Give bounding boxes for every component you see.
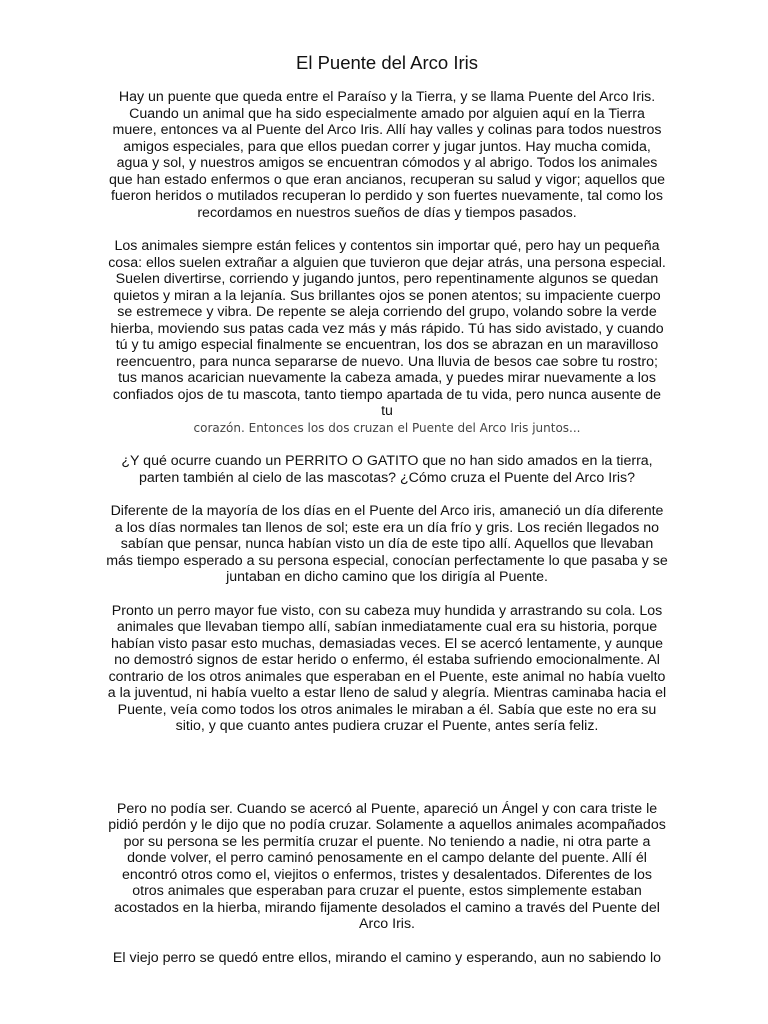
- paragraph-4: Diferente de la mayoría de los días en el Puente del Arco iris, amaneció un día diferente a los días normales tan llenos de sol; este era un día frío y gris. Los recién llegados no sabían que pensar, nunca habían visto un día de este tipo allí. Aquellos que llevaban más tiempo esperado a su persona especial, conocían perfectamente lo que pasaba y se juntaban en dicho camino que los dirigía al Puente.: [106, 503, 668, 585]
- paragraph-1: Hay un puente que queda entre el Paraíso y la Tierra, y se llama Puente del Arco Iris. Cuando un animal que ha sido especialmente amado por alguien aquí en la Tierra muere, entonces va al Puente del Arco Iris. Allí hay valles y colinas para todos nuestros amigos especiales, para que ellos puedan correr y jugar juntos. Hay mucha comida, agua y sol, y nuestros amigos se encuentran cómodos y al abrigo. Todos los animales que han estado enfermos o que eran ancianos, recuperan su salud y vigor; aquellos que fueron heridos o mutilados recuperan lo perdido y son fuertes nuevamente, tal como los recordamos en nuestros sueños de días y tiempos pasados.: [108, 89, 666, 221]
- document-title: El Puente del Arco Iris: [295, 52, 478, 73]
- paragraph-2-tail: corazón. Entonces los dos cruzan el Puente del Arco Iris juntos...: [193, 420, 581, 435]
- paragraph-2: [106, 238, 668, 436]
- paragraph-3: ¿Y qué ocurre cuando un PERRITO O GATITO que no han sido amados en la tierra, parten también al cielo de las mascotas? ¿Cómo cruza el Puente del Arco Iris?: [121, 453, 653, 486]
- paragraph-7: El viejo perro se quedó entre ellos, mirando el camino y esperando, aun no sabiendo lo: [112, 949, 662, 966]
- paragraph-6: Pero no podía ser. Cuando se acercó al Puente, apareció un Ángel y con cara triste le pidió perdón y le dijo que no podía cruzar. Solamente a aquellos animales acompañados por su persona se les permitía cruzar el puente. No teniendo a nadie, ni otra parte a donde volver, el perro caminó penosamente en el campo delante del puente. Allí él encontró otros como el, viejitos o enfermos, tristes y desalentados. Diferentes de los otros animales que esperaban para cruzar el puente, estos simplemente estaban acostados en la hierba, mirando fijamente desolados el camino a través del Puente del Arco Iris.: [108, 800, 666, 932]
- paragraph-5: Pronto un perro mayor fue visto, con su cabeza muy hundida y arrastrando su cola. Los animales que llevaban tiempo allí, sabían inmediatamente cual era su historia, porque habían visto pasar esto muchas, demasiadas veces. El se acercó lentamente, y aunque no demostró signos de estar herido o enfermo, él estaba sufriendo emocionalmente. Al contrario de los otros animales que esperaban en el Puente, este animal no había vuelto a la juventud, ni había vuelto a estar lleno de salud y alegría. Mientras caminaba hacia el Puente, veía como todos los otros animales le miraban a él. Sabía que este no era su sitio, y que cuanto antes pudiera cruzar el Puente, antes sería feliz.: [107, 602, 667, 734]
- page-gap: [106, 752, 668, 801]
- paragraph-2-main: Los animales siempre están felices y contentos sin importar qué, pero hay un pequeña cosa: ellos suelen extrañar a alguien que tuvieron que dejar atrás, una persona especial. Suelen divertirse, corriendo y jugando juntos, pero repentinamente algunos se quedan quietos y miran a la lejanía. Sus brillantes ojos se ponen atentos; su impaciente cuerpo se estremece y vibra. De repente se aleja corriendo del grupo, volando sobre la verde hierba, moviendo sus patas cada vez más y más rápido. Tú has sido avistado, y cuando tú y tu amigo especial finalmente se encuentran, los dos se abrazan en un maravilloso reencuentro, para nunca separarse de nuevo. Una lluvia de besos cae sobre tu rostro; tus manos acarician nuevamente la cabeza amada, y puedes mirar nuevamente a los confiados ojos de tu mascota, tanto tiempo apartada de tu vida, pero nunca ausente de tu: [108, 238, 666, 419]
